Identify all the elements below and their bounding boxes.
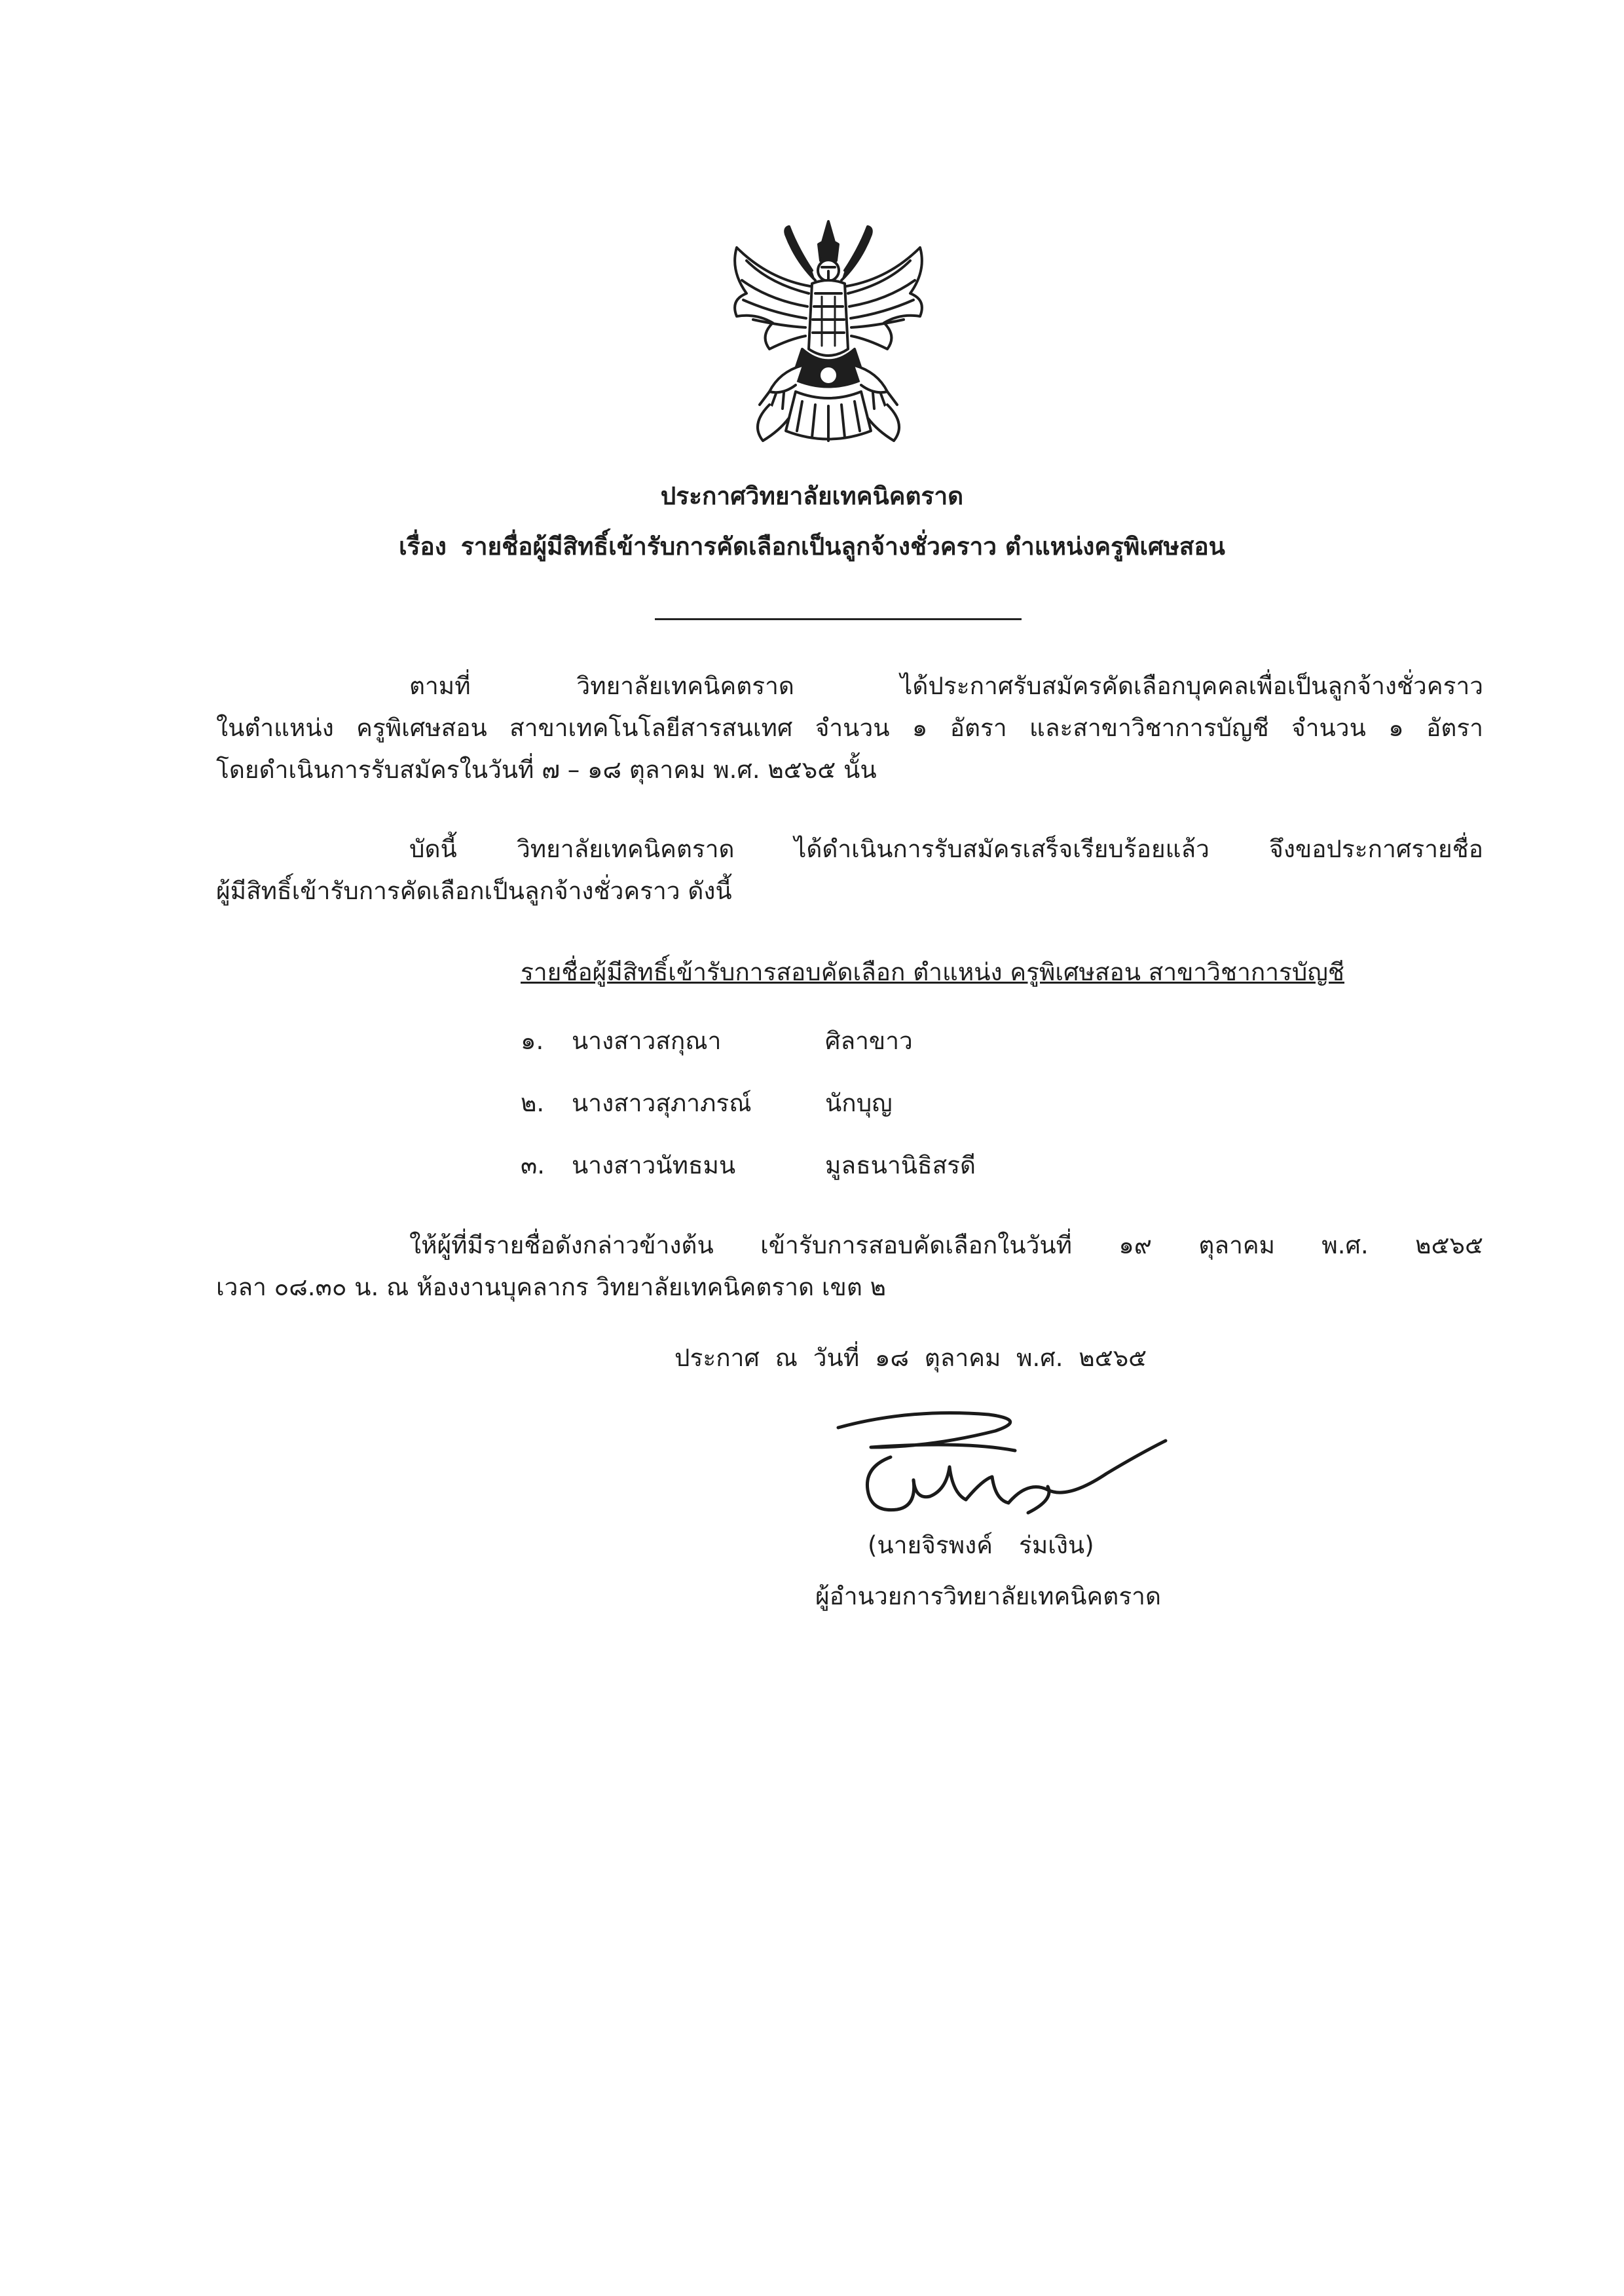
- subject-label: เรื่อง: [399, 532, 447, 561]
- candidate-number: ๓.: [521, 1151, 545, 1179]
- announcement-date: ประกาศ ณ วันที่ ๑๘ ตุลาคม พ.ศ. ๒๕๖๕: [674, 1344, 1147, 1372]
- paragraph-application: [216, 665, 1483, 791]
- paragraph-line: เวลา ๐๘.๓๐ น. ณ ห้องงานบุคลากร วิทยาลัยเทคนิคตราด เขต ๒: [216, 1273, 886, 1301]
- paragraph-exam-schedule: [216, 1225, 1483, 1308]
- title-divider: [655, 618, 1022, 620]
- candidate-last-name: นักบุญ: [825, 1089, 893, 1117]
- signer-name-last: ร่มเงิน): [1018, 1531, 1094, 1559]
- candidate-last-name: มูลธนานิธิสรดี: [825, 1151, 976, 1179]
- garuda-emblem-icon: [724, 208, 933, 457]
- signer-name: [868, 1526, 1094, 1565]
- paragraph-line: โดยดำเนินการรับสมัครในวันที่ ๗ – ๑๘ ตุลาคม พ.ศ. ๒๕๖๕ นั้น: [216, 756, 877, 784]
- paragraph-line: บัดนี้ วิทยาลัยเทคนิคตราด ได้ดำเนินการรับสมัครเสร็จเรียบร้อยแล้ว จึงขอประกาศรายชื่อ: [409, 835, 1483, 863]
- candidate-list-title: รายชื่อผู้มีสิทธิ์เข้ารับการสอบคัดเลือก ตำแหน่ง ครูพิเศษสอน สาขาวิชาการบัญชี: [521, 958, 1345, 986]
- document-title: ประกาศวิทยาลัยเทคนิคตราด: [660, 482, 964, 510]
- paragraph-line: ให้ผู้ที่มีรายชื่อดังกล่าวข้างต้น เข้ารับการสอบคัดเลือกในวันที่ ๑๙ ตุลาคม พ.ศ. ๒๕๖๕: [409, 1231, 1483, 1259]
- paragraph-completion: [216, 828, 1483, 912]
- handwritten-signature: [832, 1401, 1172, 1526]
- signer-position: ผู้อำนวยการวิทยาลัยเทคนิคตราด: [815, 1582, 1161, 1610]
- subject-text: รายชื่อผู้มีสิทธิ์เข้ารับการคัดเลือกเป็นลูกจ้างชั่วคราว ตำแหน่งครูพิเศษสอน: [460, 532, 1225, 561]
- paragraph-line: ผู้มีสิทธิ์เข้ารับการคัดเลือกเป็นลูกจ้างชั่วคราว ดังนี้: [216, 877, 732, 905]
- candidate-number: ๒.: [521, 1089, 545, 1117]
- document-subject: [0, 527, 1624, 566]
- paragraph-line: ตามที่ วิทยาลัยเทคนิคตราด ได้ประกาศรับสมัครคัดเลือกบุคคลเพื่อเป็นลูกจ้างชั่วคราว: [409, 672, 1483, 700]
- candidate-first-name: นางสาวนัทธมน: [572, 1151, 736, 1179]
- paragraph-line: ในตำแหน่ง ครูพิเศษสอน สาขาเทคโนโลยีสารสนเทศ จำนวน ๑ อัตรา และสาขาวิชาการบัญชี จำนวน ๑ อัตรา: [216, 714, 1483, 742]
- signer-name-first: (นายจิรพงค์: [868, 1531, 993, 1559]
- candidate-last-name: ศิลาขาว: [825, 1027, 913, 1055]
- candidate-first-name: นางสาวสุภาภรณ์: [572, 1089, 752, 1117]
- candidate-first-name: นางสาวสกุณา: [572, 1027, 722, 1055]
- candidate-number: ๑.: [521, 1027, 544, 1055]
